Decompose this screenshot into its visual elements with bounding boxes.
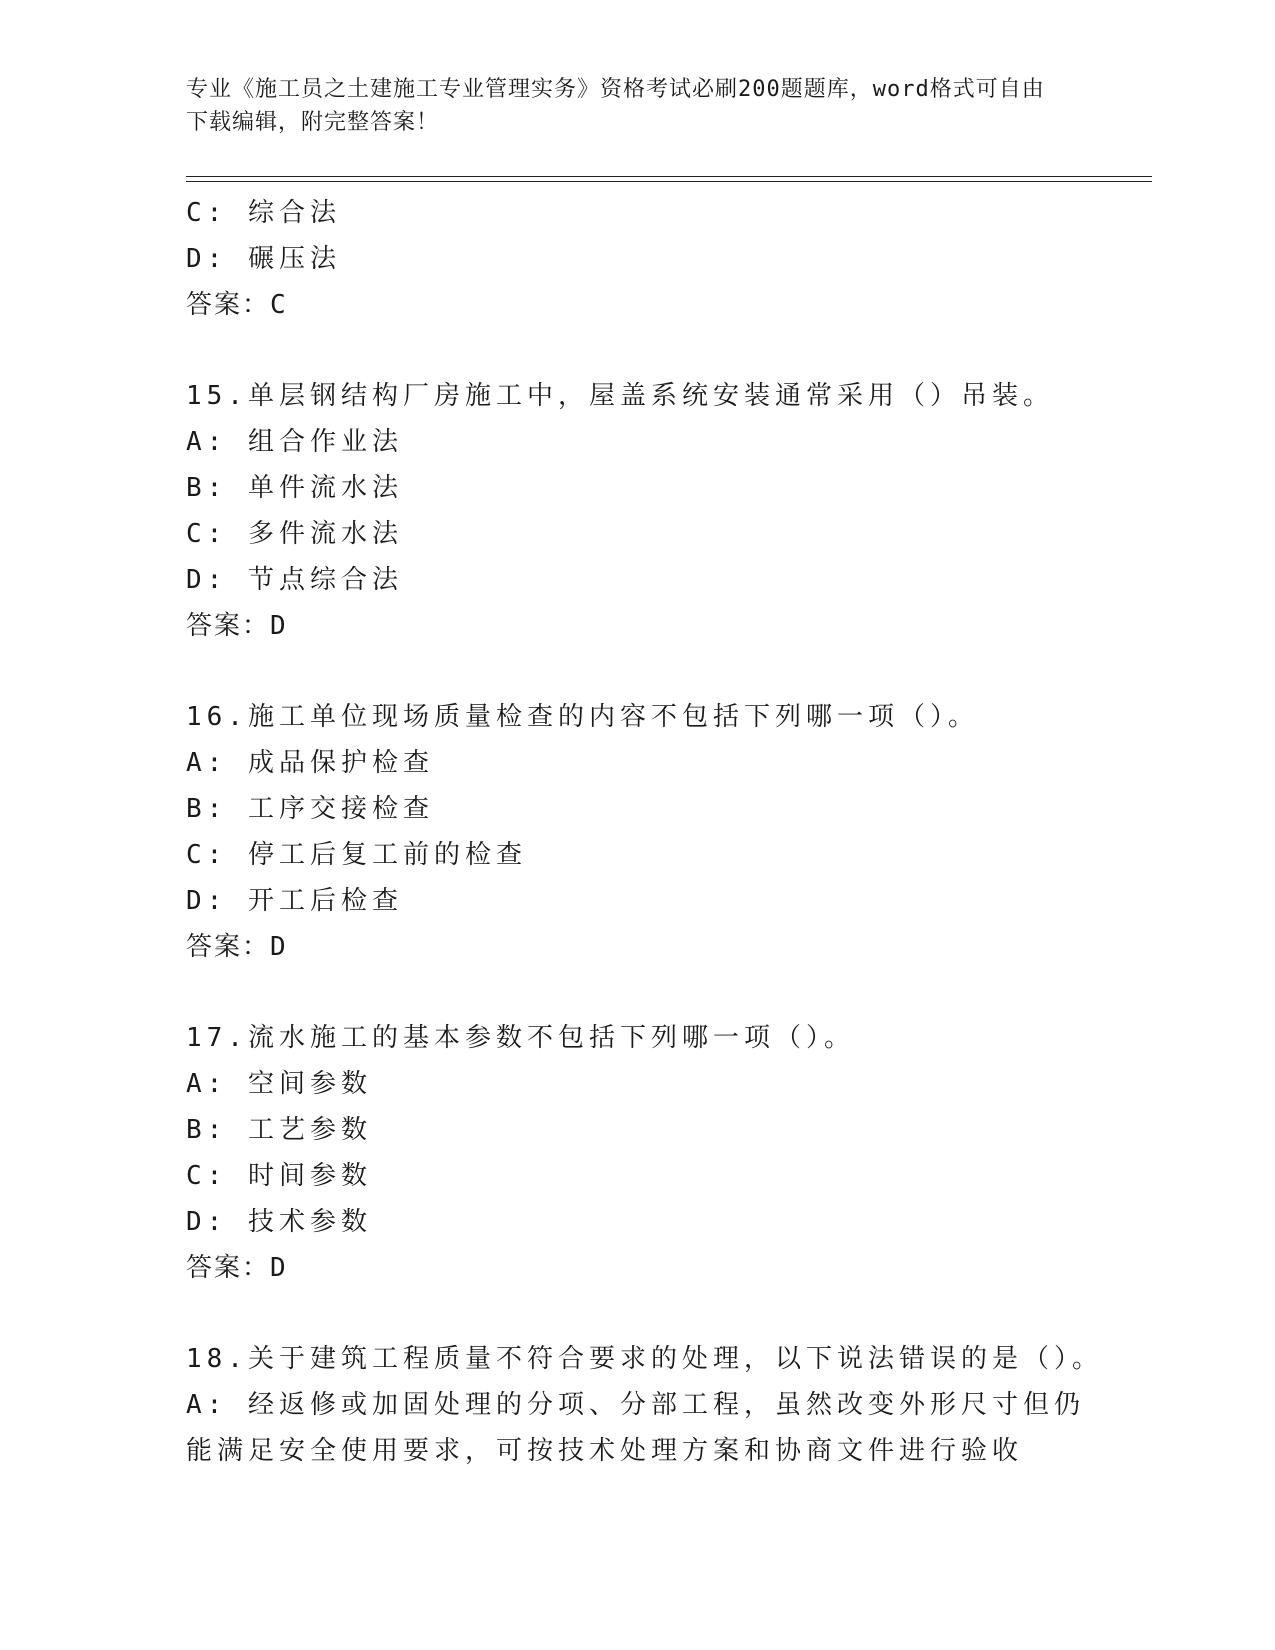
question-15 bbox=[186, 373, 1086, 649]
question-16 bbox=[186, 694, 1086, 970]
question-title: 17.流水施工的基本参数不包括下列哪一项（）。 bbox=[186, 1023, 855, 1053]
question-title: 15.单层钢结构厂房施工中，屋盖系统安装通常采用（）吊装。 bbox=[186, 381, 1054, 411]
question-continued bbox=[186, 190, 1086, 328]
option-c: C: 综合法 bbox=[186, 198, 341, 228]
question-18 bbox=[186, 1336, 1103, 1474]
answer: 答案：D bbox=[186, 932, 288, 962]
option-a: A: 空间参数 bbox=[186, 1069, 372, 1099]
option-c: C: 多件流水法 bbox=[186, 519, 403, 549]
option-d: D: 碾压法 bbox=[186, 244, 341, 274]
question-title: 16.施工单位现场质量检查的内容不包括下列哪一项（）。 bbox=[186, 702, 979, 732]
option-c: C: 停工后复工前的检查 bbox=[186, 840, 527, 870]
option-b: B: 工序交接检查 bbox=[186, 794, 434, 824]
header-divider-bottom bbox=[186, 181, 1152, 182]
option-d: D: 技术参数 bbox=[186, 1207, 372, 1237]
option-d: D: 节点综合法 bbox=[186, 565, 403, 595]
option-b: B: 单件流水法 bbox=[186, 473, 403, 503]
option-d: D: 开工后检查 bbox=[186, 886, 403, 916]
page-header: 专业《施工员之土建施工专业管理实务》资格考试必刷200题题库，word格式可自由下载编辑，附完整答案！ bbox=[186, 77, 1045, 135]
question-title: 18.关于建筑工程质量不符合要求的处理，以下说法错误的是（）。 bbox=[186, 1344, 1103, 1374]
option-a: A: 经返修或加固处理的分项、分部工程，虽然改变外形尺寸但仍能满足安全使用要求，可按技术处理方案和协商文件进行验收 bbox=[186, 1390, 1085, 1466]
option-a: A: 组合作业法 bbox=[186, 427, 403, 457]
option-a: A: 成品保护检查 bbox=[186, 748, 434, 778]
header-divider-top bbox=[186, 176, 1152, 177]
option-b: B: 工艺参数 bbox=[186, 1115, 372, 1145]
answer: 答案：D bbox=[186, 611, 288, 641]
answer: 答案：C bbox=[186, 290, 288, 320]
question-17 bbox=[186, 1015, 1086, 1291]
answer: 答案：D bbox=[186, 1253, 288, 1283]
option-c: C: 时间参数 bbox=[186, 1161, 372, 1191]
question-list bbox=[186, 190, 1103, 1474]
